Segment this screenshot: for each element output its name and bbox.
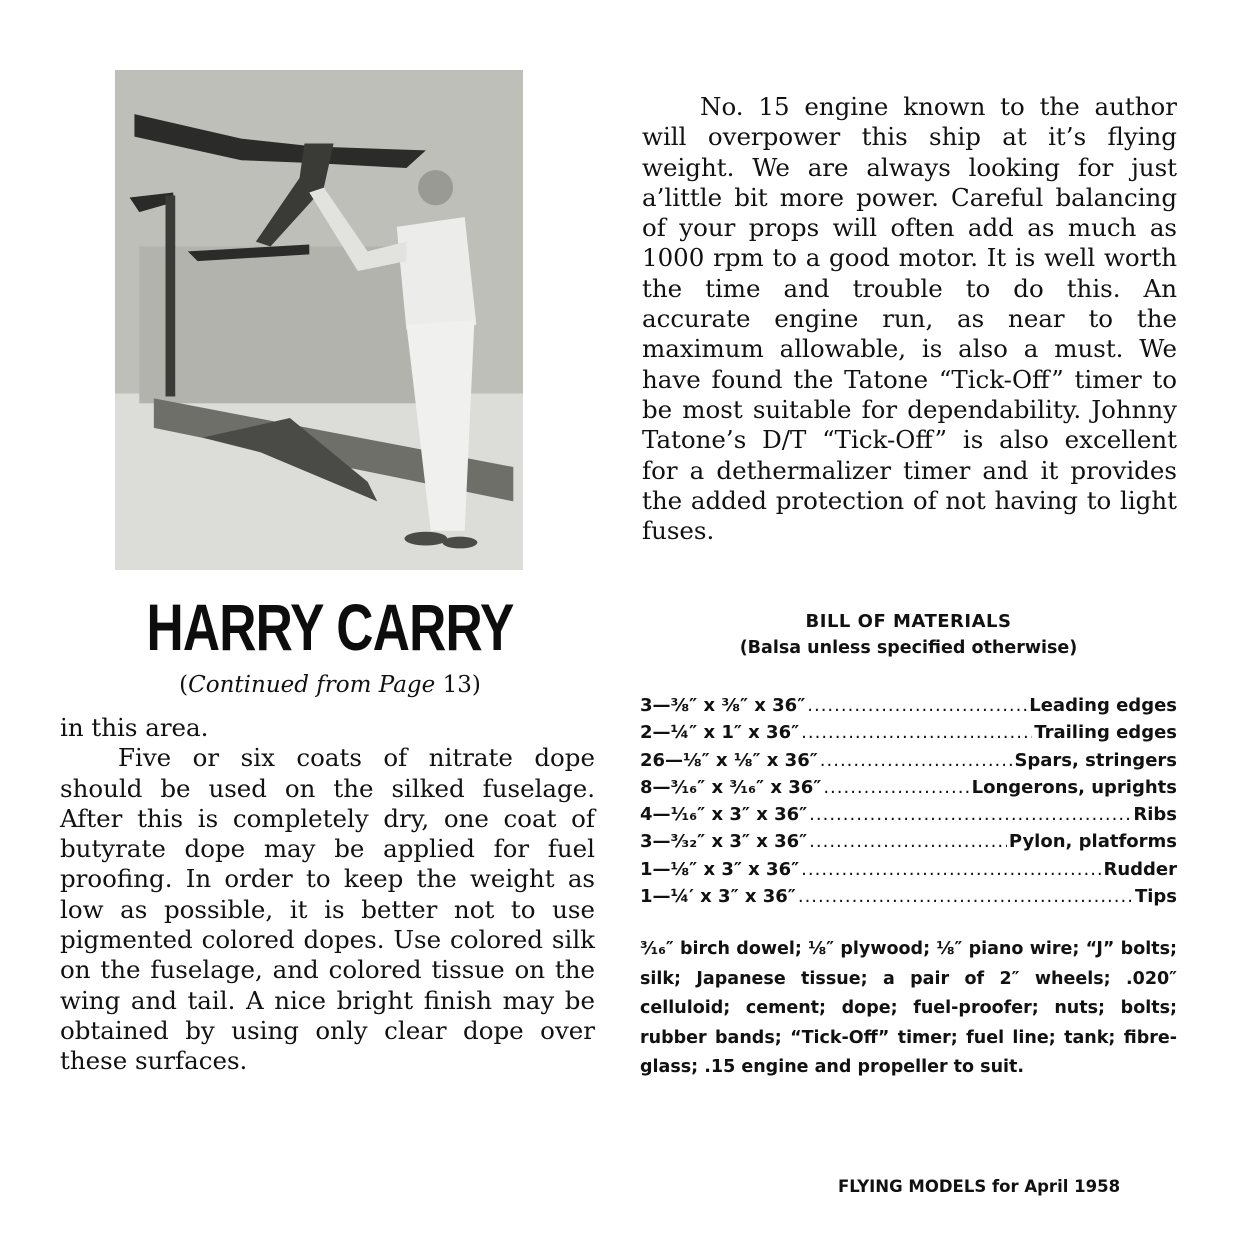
photo-image (115, 70, 523, 570)
bom-use: Spars, stringers (1014, 749, 1177, 771)
bom-spec: 8—³⁄₁₆″ x ³⁄₁₆″ x 36″ (640, 776, 822, 798)
bom-use: Ribs (1133, 804, 1177, 826)
bom-spec: 1—⅛″ x 3″ x 36″ (640, 858, 800, 880)
bom-spec: 4—¹⁄₁₆″ x 3″ x 36″ (640, 804, 808, 826)
leader-dots (809, 801, 1131, 828)
bom-use: Leading edges (1029, 695, 1177, 716)
article-title: HARRY CARRY (146, 590, 514, 664)
bom-item (640, 801, 1177, 828)
bom-item (640, 719, 1177, 746)
paragraph: Five or six coats of nitrate dope should be used on the silked fuselage. After this is completely dry, one coat of butyrate dope may be applied for fuel proofing. In order to keep the weight as low as possible, it is better not to use pigmented colored dopes. Use colored silk on the fuselage, and colored tissue on the wing and tail. A nice bright finish may be obtained by using only clear dope over these surfaces. (60, 743, 595, 1076)
bom-item (640, 856, 1177, 883)
bom-notes: ³⁄₁₆″ birch dowel; ⅛″ plywood; ⅛″ piano wire; “J” bolts; silk; Japanese tissue; a pair of 2″ wheels; .020″ celluloid; cement; dope; fuel-proofer; nuts; bolts; rubber bands; “Tick-Off” timer; fuel line; tank; fibre-glass; .15 engine and propeller to suit. (640, 939, 1177, 1078)
leader-dots (801, 856, 1101, 883)
bom-use: Longerons, uprights (971, 776, 1177, 798)
continued-prefix: Continued from Page (188, 672, 436, 698)
leader-dots (820, 747, 1013, 774)
bom-use: Rudder (1103, 858, 1177, 880)
bom-spec: 26—⅛″ x ⅛″ x 36″ (640, 749, 818, 771)
leader-dots (798, 883, 1133, 910)
leader-dots (801, 719, 1032, 746)
bom-item (640, 692, 1177, 719)
bom-item (640, 883, 1177, 910)
bom-item (640, 774, 1177, 801)
bom-spec: 3—³⁄₃₂″ x 3″ x 36″ (640, 831, 808, 853)
bom-title: BILL OF MATERIALS (805, 611, 1012, 632)
bom-subtitle: (Balsa unless specified otherwise) (739, 638, 1078, 658)
paragraph: in this area. (60, 713, 209, 742)
bom-item (640, 828, 1177, 855)
bom-use: Pylon, platforms (1008, 831, 1177, 853)
continued-page: 13 (442, 672, 472, 698)
paragraph: No. 15 engine known to the author will overpower this ship at it’s flying weight. We are always looking for just a’little bit more power. Careful balancing of your props will often add as much as 1000 rpm to a good motor. It is well worth the time and trouble to do this. An accurate engine run, as near to the maximum allowable, is also a must. We have found the Tatone “Tick-Off” timer to be most suitable for dependability. Johnny Tatone’s D/T “Tick-Off” is also excellent for a dethermalizer timer and it provides the added protection of not having to light fuses. (642, 92, 1177, 546)
leader-dots (809, 828, 1007, 855)
bom-spec: 2—¼″ x 1″ x 36″ (640, 722, 800, 744)
bom-use: Tips (1134, 886, 1177, 908)
right-column-text (642, 92, 1177, 546)
left-column-text (60, 713, 595, 1077)
leader-dots (823, 774, 969, 801)
bom-spec: 1—¼′ x 3″ x 36″ (640, 886, 796, 908)
bom-spec: 3—⅜″ x ⅜″ x 36″ (640, 695, 806, 716)
bom-item (640, 747, 1177, 774)
leader-dots (807, 692, 1027, 719)
bom-use: Trailing edges (1034, 722, 1177, 744)
page-footer: FLYING MODELS for April 1958 (838, 1177, 1121, 1196)
article-photo (115, 70, 523, 570)
bom-list (640, 692, 1177, 910)
continued-note: (Continued from Page 13) (179, 672, 481, 698)
